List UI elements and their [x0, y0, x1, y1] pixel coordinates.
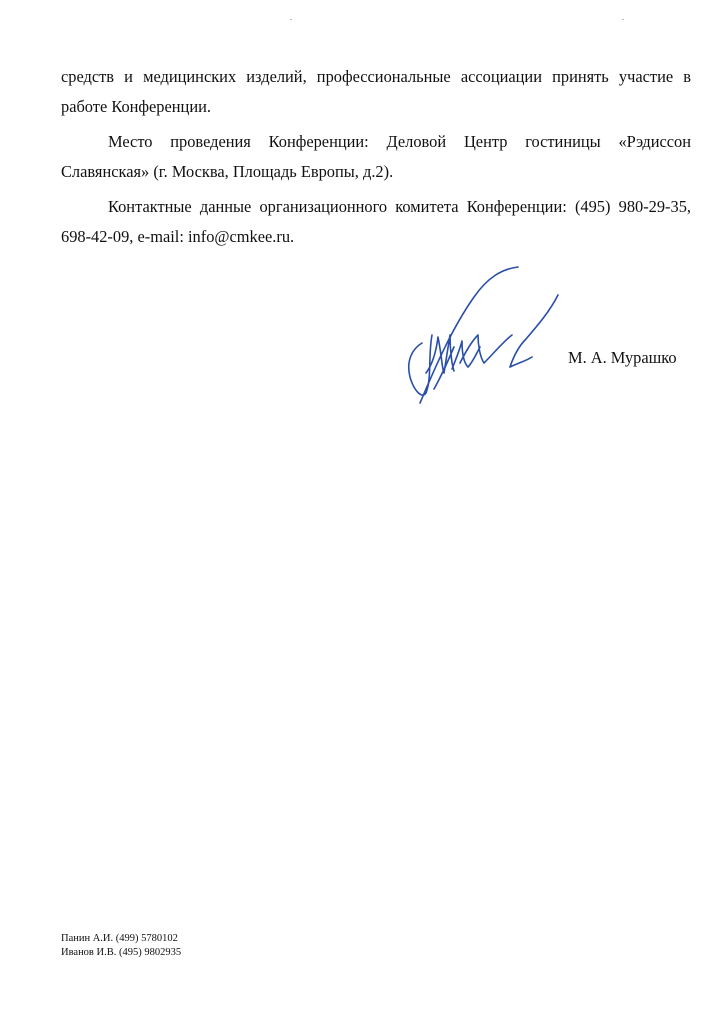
contact-line: Панин А.И. (499) 5780102 [61, 933, 178, 944]
scan-speck: . [290, 13, 292, 22]
paragraph-contacts: Контактные данные организационного комитета Конференции: (495) 980-29-35, 698-42-09, e-mail: info@cmkee.ru. [61, 197, 691, 246]
contact-line: Иванов И.В. (495) 9802935 [61, 946, 182, 958]
letter-body [61, 62, 691, 258]
contact-footer [61, 932, 181, 959]
signer-name: М. А. Мурашко [568, 348, 677, 367]
scan-speck: . [622, 13, 624, 22]
handwritten-signature [398, 265, 568, 405]
paragraph-continuation: средств и медицинских изделий, профессиональные ассоциации принять участие в работе Конференции. [61, 67, 691, 116]
paragraph-venue: Место проведения Конференции: Деловой Центр гостиницы «Рэдиссон Славянская» (г. Москва, Площадь Европы, д.2). [61, 132, 691, 181]
